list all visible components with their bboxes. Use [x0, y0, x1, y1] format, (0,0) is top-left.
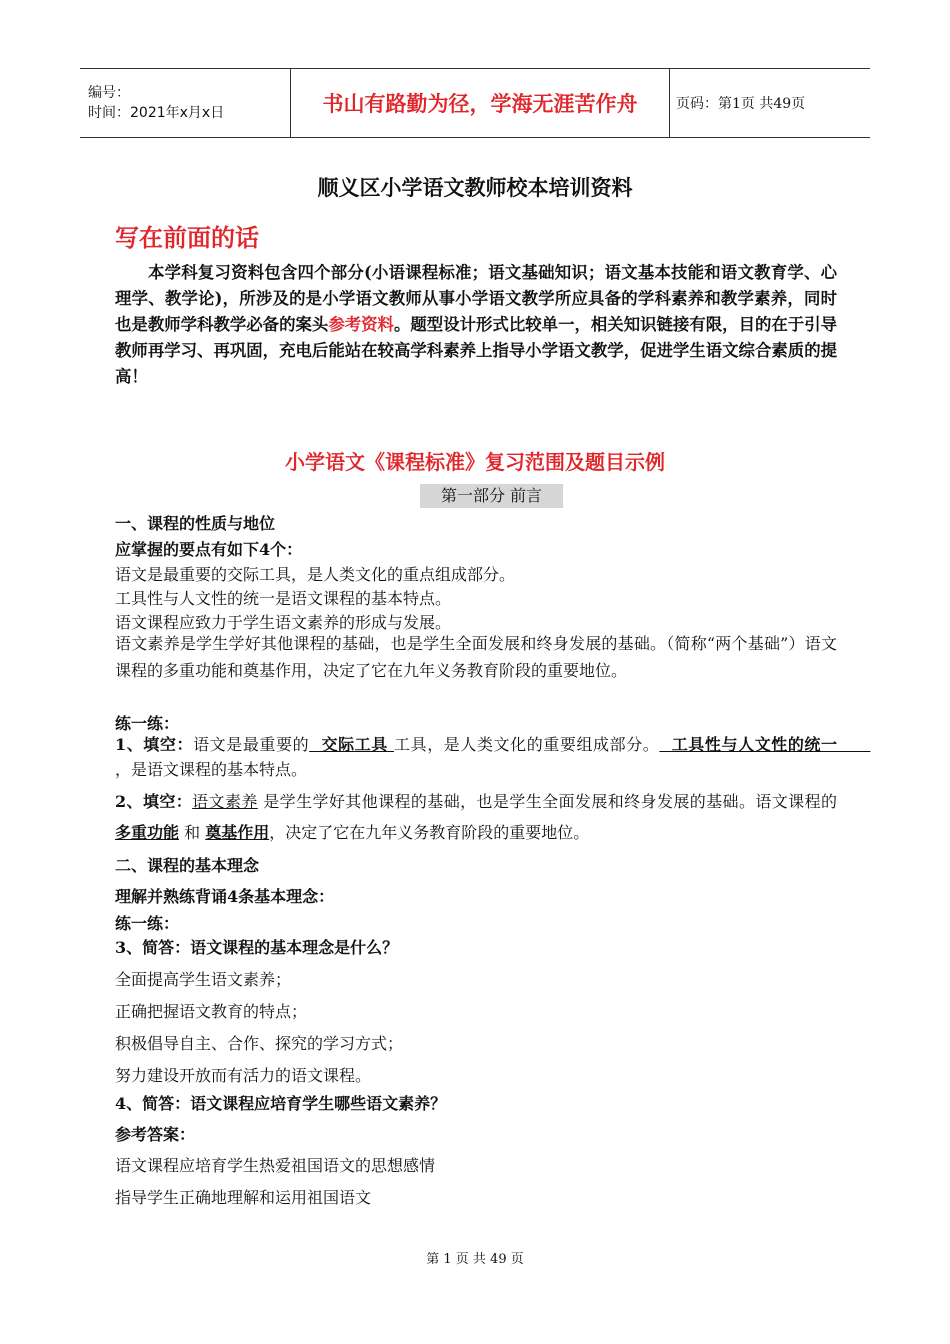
q1-text-a: 语文是最重要的	[193, 735, 310, 754]
q1-text-b: 工具，是人类文化的重要组成部分。	[394, 735, 660, 754]
q2-text-a: 是学生学好其他课程的基础，也是学生全面发展和终身发展的基础。语文课程的	[257, 792, 843, 811]
s1-point-2: 工具性与人文性的统一是语文课程的基本特点。	[115, 589, 452, 608]
s2-practice: 练一练：	[115, 914, 180, 933]
header-motto: 书山有路勤为径，学海无涯苦作舟	[291, 69, 670, 137]
q2-blank-3: 奠基作用	[205, 823, 270, 842]
section-title: 小学语文《课程标准》复习范围及题目示例	[285, 450, 665, 474]
question-3: 3、简答：语文课程的基本理念是什么？	[115, 938, 399, 957]
preface-text-a: 本学科复习资料包含四个部分(小语课程标准；语文基础知识；语文基本技能和语文教育学、心理学、教学论)，所涉及的是小学语文教师从事小学语文教学所应具备的学科素养和教学素养，同时也是教师学科教学必备的案头	[115, 263, 837, 334]
header-table	[80, 68, 870, 138]
q2-text-c: ，决定了它在九年义务教育阶段的重要地位。	[269, 823, 590, 842]
q1-label: 1、填空：	[115, 735, 194, 754]
answer-3-item-2: 正确把握语文教育的特点；	[115, 1002, 308, 1021]
number-label: 编号：	[88, 85, 130, 101]
s1-point-1: 语文是最重要的交际工具，是人类文化的重点组成部分。	[115, 565, 516, 584]
q2-label: 2、填空：	[115, 792, 193, 811]
answer-3-item-1: 全面提高学生语文素养；	[115, 970, 292, 989]
time-label: 时间：2021年x月x日	[88, 105, 225, 121]
answer-3-item-3: 积极倡导自主、合作、探究的学习方式；	[115, 1034, 404, 1053]
s1-point-3: 语文课程应致力于学生语文素养的形成与发展。	[115, 613, 452, 632]
header-meta	[80, 69, 291, 137]
q2-blank-1: 语文素养	[192, 792, 258, 811]
preface-highlight: 参考资料	[328, 315, 394, 334]
question-2	[115, 786, 843, 848]
preface-text-b: 。题型设计形式比较单一，相关知识链接有限，目的在于引导教师再学习、再巩固，充电后能站在较高学科素养上指导小学语文教学，促进学生语文综合素质的提高！	[115, 315, 838, 386]
answer-4-item-2: 指导学生正确地理解和运用祖国语文	[115, 1188, 372, 1207]
preface-heading: 写在前面的话	[115, 223, 259, 252]
header-page-info: 页码：第1页 共49页	[676, 96, 806, 112]
answer-4-item-1: 语文课程应培育学生热爱祖国语文的思想感情	[115, 1156, 436, 1175]
preface-body	[115, 260, 837, 390]
page-footer: 第 1 页 共 49 页	[426, 1252, 524, 1267]
q2-blank-2: 多重功能	[115, 823, 180, 842]
s2-intro: 理解并熟练背诵4条基本理念：	[115, 887, 335, 906]
question-1	[115, 732, 871, 782]
document-title: 顺义区小学语文教师校本培训资料	[317, 175, 633, 200]
q1-text-c: ，是语文课程的基本特点。	[115, 760, 308, 779]
s1-heading: 一、课程的性质与地位	[115, 514, 276, 533]
answer-label: 参考答案：	[115, 1125, 196, 1144]
part-title: 第一部分 前言	[420, 484, 563, 508]
answer-3-item-4: 努力建设开放而有活力的语文课程。	[115, 1066, 372, 1085]
q1-blank-1: 交际工具	[309, 735, 395, 754]
s1-point-4: 语文素养是学生学好其他课程的基础，也是学生全面发展和终身发展的基础。（简称“两个基础”）语文课程的多重功能和奠基作用，决定了它在九年义务教育阶段的重要地位。	[115, 634, 837, 680]
q1-blank-2: 工具性与人文性的统一	[659, 735, 871, 754]
question-4: 4、简答：语文课程应培育学生哪些语文素养？	[115, 1094, 447, 1113]
q2-text-b: 和	[179, 823, 206, 842]
s1-practice: 练一练：	[115, 714, 180, 733]
s2-heading: 二、课程的基本理念	[115, 856, 260, 875]
s1-points-heading: 应掌握的要点有如下4个：	[115, 540, 303, 559]
